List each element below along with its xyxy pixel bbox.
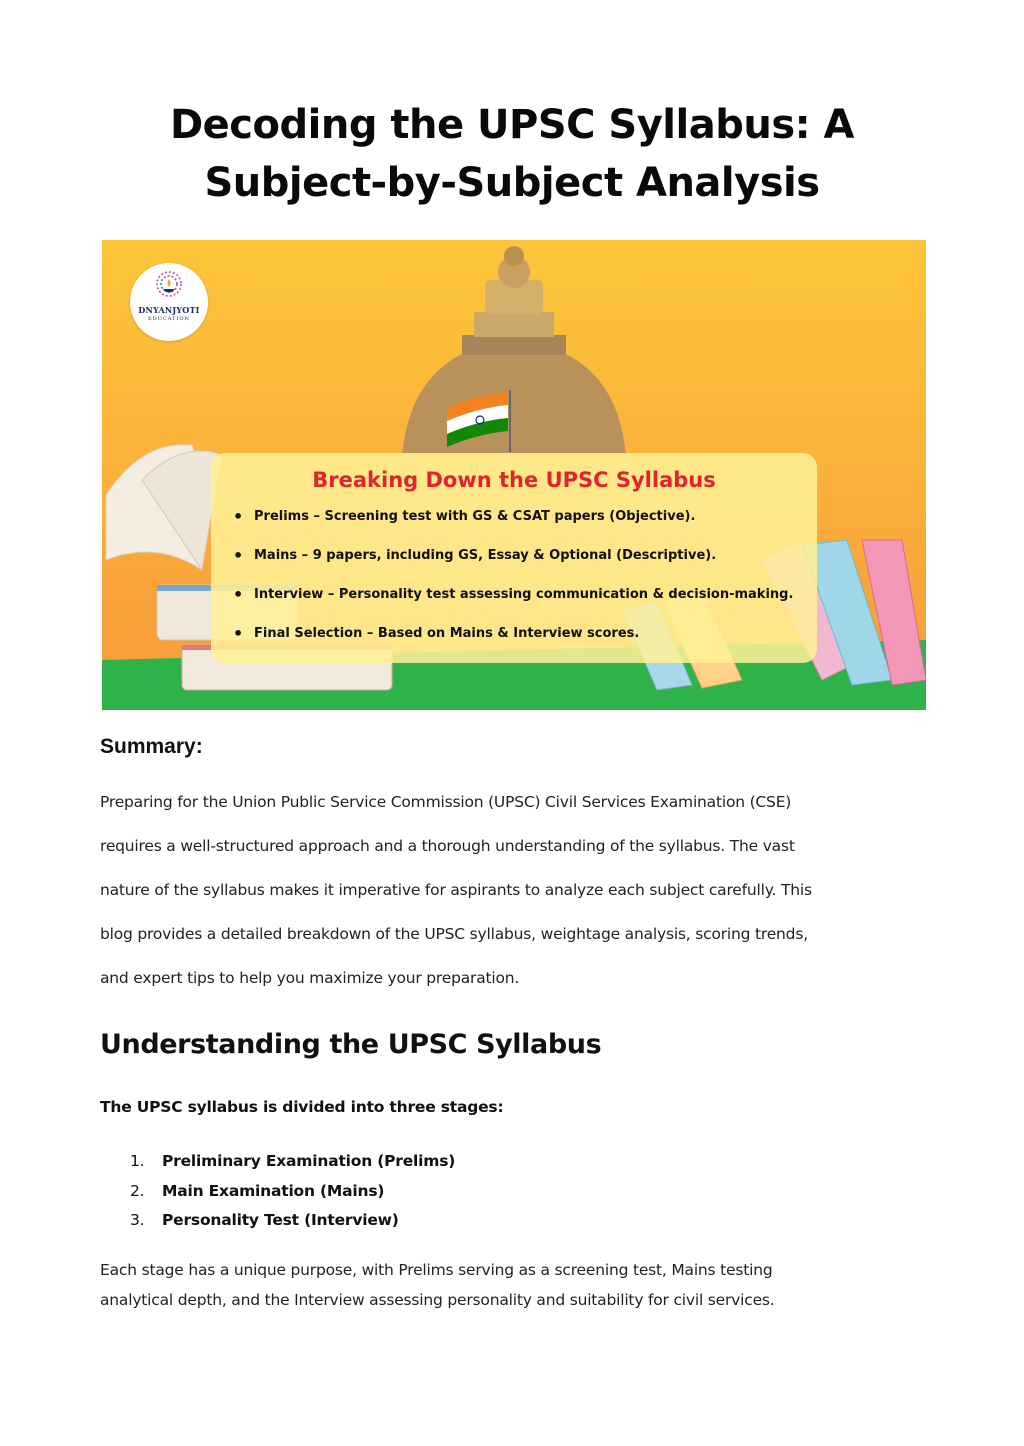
syllabus-overlay-card bbox=[211, 453, 817, 663]
summary-line: requires a well-structured approach and a thorough understanding of the syllabus. The vast bbox=[100, 837, 795, 855]
lamp-icon bbox=[154, 271, 184, 299]
overlay-bullet-mains: • Mains – 9 papers, including GS, Essay & Optional (Descriptive). bbox=[254, 546, 799, 565]
list-item-number: 1. bbox=[130, 1152, 145, 1170]
overlay-title: Breaking Down the UPSC Syllabus bbox=[312, 468, 716, 492]
list-item-number: 3. bbox=[130, 1211, 145, 1229]
overlay-bullet-interview: • Interview – Personality test assessing communication & decision-making. bbox=[254, 585, 799, 604]
stages-intro: The UPSC syllabus is divided into three stages: bbox=[100, 1098, 504, 1116]
summary-line: blog provides a detailed breakdown of the UPSC syllabus, weightage analysis, scoring trends, bbox=[100, 925, 808, 943]
list-item-text: Personality Test (Interview) bbox=[162, 1211, 399, 1229]
section-heading: Understanding the UPSC Syllabus bbox=[100, 1029, 602, 1060]
dnyanjyoti-logo bbox=[130, 263, 208, 341]
page-title-line-1: Decoding the UPSC Syllabus: A bbox=[169, 102, 855, 148]
list-item-text: Main Examination (Mains) bbox=[162, 1181, 385, 1200]
summary-line: nature of the syllabus makes it imperative for aspirants to analyze each subject carefully. This bbox=[100, 881, 812, 899]
logo-wordmark: DNYANJYOTI bbox=[138, 305, 200, 315]
closing-line: analytical depth, and the Interview assessing personality and suitability for civil services. bbox=[100, 1291, 775, 1309]
summary-paragraph bbox=[100, 780, 930, 1000]
page-title bbox=[100, 96, 924, 212]
summary-heading: Summary: bbox=[100, 735, 203, 758]
page-title-line-2: Subject-by-Subject Analysis bbox=[204, 160, 820, 206]
list-item-text: Preliminary Examination (Prelims) bbox=[162, 1152, 456, 1170]
list-item bbox=[100, 1147, 455, 1177]
dome-emblem-illustration bbox=[402, 246, 626, 455]
summary-line: Preparing for the Union Public Service Commission (UPSC) Civil Services Examination (CSE) bbox=[100, 793, 792, 811]
logo-subtitle: EDUCATION bbox=[148, 316, 190, 322]
overlay-bullet-final-selection: • Final Selection – Based on Mains & Interview scores. bbox=[254, 624, 799, 643]
closing-line: Each stage has a unique purpose, with Prelims serving as a screening test, Mains testing bbox=[100, 1261, 773, 1279]
list-item bbox=[100, 1177, 455, 1207]
overlay-bullet-list bbox=[229, 507, 799, 643]
list-item bbox=[100, 1206, 455, 1236]
list-item-number: 2. bbox=[130, 1181, 145, 1200]
overlay-bullet-prelims: • Prelims – Screening test with GS & CSAT papers (Objective). bbox=[254, 507, 799, 526]
summary-line: and expert tips to help you maximize your preparation. bbox=[100, 969, 520, 987]
stages-list bbox=[100, 1147, 455, 1236]
closing-paragraph bbox=[100, 1255, 930, 1315]
